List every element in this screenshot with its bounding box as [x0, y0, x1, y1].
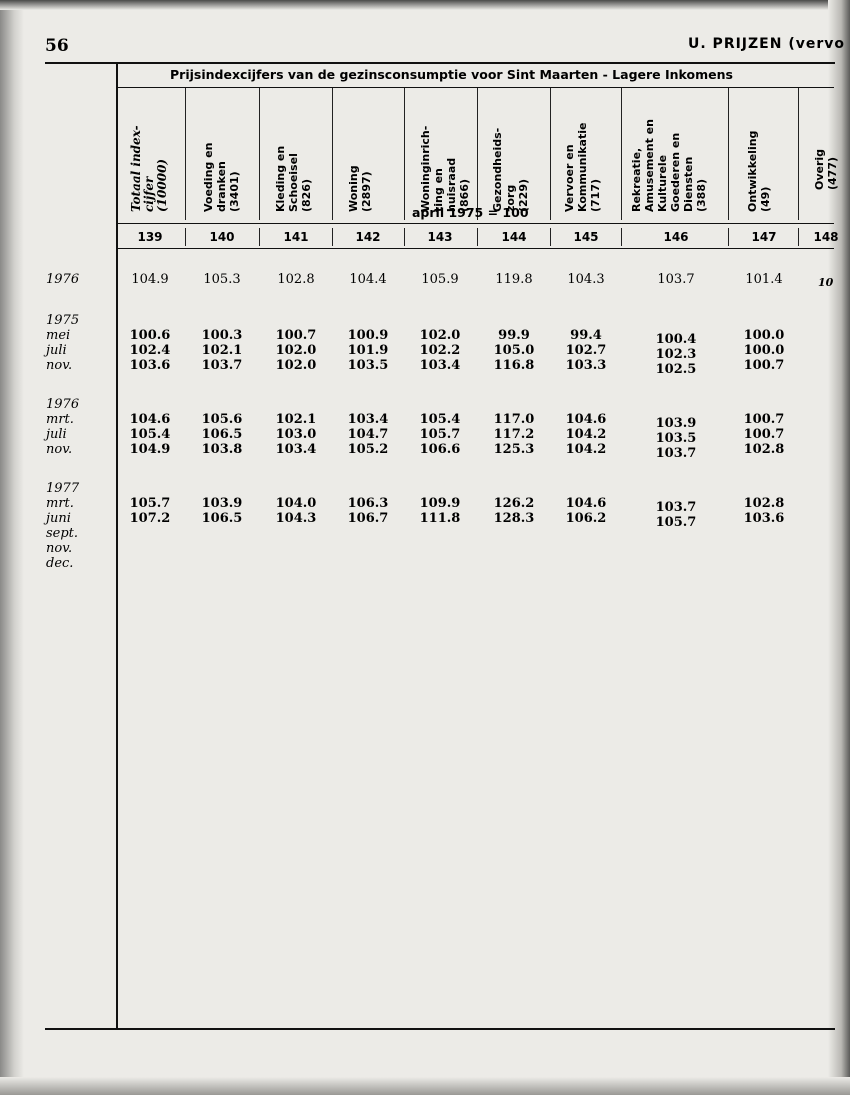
column-heading-line: Woning [347, 165, 360, 212]
column-divider [332, 88, 333, 220]
table-cell: 103.9 [201, 496, 243, 511]
table-cell: 103.8 [201, 442, 243, 457]
code-divider [728, 228, 729, 246]
column-heading-line: Totaal index- [128, 125, 143, 212]
column-divider [621, 88, 622, 220]
table-cell: 105.3 [203, 272, 241, 287]
code-divider [550, 228, 551, 246]
column-heading-line: Ontwikkeling [746, 130, 759, 212]
row-label: nov. [46, 358, 73, 373]
table-cell: 104.6 [565, 496, 607, 511]
table-cell: 111.8 [419, 511, 461, 526]
stub-rule [116, 62, 118, 1030]
column-heading [812, 130, 840, 190]
base-rule [116, 223, 834, 224]
index-base: april 1975 = 100 [412, 205, 529, 220]
table-cell: 105.0 [493, 343, 535, 358]
table-cell: 106.5 [201, 511, 243, 526]
page-spine-shadow [0, 0, 24, 1095]
table-cell: 117.2 [493, 427, 535, 442]
code-divider [477, 228, 478, 246]
column-code: 141 [283, 230, 309, 244]
table-cell: 102.3 [655, 347, 697, 362]
table-cell: 104.9 [131, 272, 169, 287]
table-cell: 103.3 [565, 358, 607, 373]
table-cell: 104.0 [275, 496, 317, 511]
table-cell: 100.9 [347, 328, 389, 343]
column-divider [404, 88, 405, 220]
table-cell: 104.2 [565, 427, 607, 442]
column-divider [728, 88, 729, 220]
table-cell: 103.5 [347, 358, 389, 373]
column-heading-line: Rekreatie, [630, 147, 643, 212]
column-code: 146 [663, 230, 689, 244]
bottom-rule [45, 1028, 835, 1030]
row-label: mei [46, 328, 71, 343]
table-cell: 102.8 [743, 442, 785, 457]
table-cell: 104.7 [347, 427, 389, 442]
table-cell: 100.0 [743, 328, 785, 343]
column-heading-line: (388) [695, 178, 708, 212]
column-heading-line: Goederen en [669, 132, 682, 212]
row-label: juli [46, 343, 67, 358]
column-heading [128, 94, 170, 212]
column-divider [550, 88, 551, 220]
column-divider [259, 88, 260, 220]
table-cell: 117.0 [493, 412, 535, 427]
column-heading-line: (717) [588, 178, 602, 212]
column-heading [417, 94, 473, 212]
table-cell: 125.3 [493, 442, 535, 457]
table-cell: 106.3 [347, 496, 389, 511]
row-label: juni [46, 511, 71, 526]
column-heading [200, 94, 242, 212]
code-divider [185, 228, 186, 246]
column-heading-line: (49) [759, 186, 772, 212]
code-divider [621, 228, 622, 246]
column-heading-line: Voeding en [201, 142, 215, 212]
table-cell: 102.0 [419, 328, 461, 343]
table-cell: 100.6 [129, 328, 171, 343]
row-label: sept. [46, 526, 79, 541]
table-cell: 102.1 [201, 343, 243, 358]
row-label: nov. [46, 541, 73, 556]
table-cell: 106.6 [419, 442, 461, 457]
table-cell: 119.8 [495, 272, 533, 287]
table-cell: 106.7 [347, 511, 389, 526]
table-cell: 99.4 [570, 328, 602, 343]
column-heading-line: (229) [516, 178, 530, 212]
table-cell: 103.7 [201, 358, 243, 373]
table-cell: 102.0 [275, 358, 317, 373]
table-cell: 109.9 [419, 496, 461, 511]
column-code: 147 [751, 230, 777, 244]
code-divider [798, 228, 799, 246]
column-heading-line: Schoeisel [286, 153, 300, 212]
table-cell: 104.6 [565, 412, 607, 427]
column-code: 144 [501, 230, 527, 244]
row-label: dec. [46, 556, 74, 571]
row-label: 1976 [46, 272, 80, 287]
column-heading-line: cijfer [141, 176, 156, 212]
table-cell: 104.2 [565, 442, 607, 457]
code-divider [332, 228, 333, 246]
table-caption: Prijsindexcijfers van de gezinsconsumptie voor Sint Maarten - Lagere Inkomens [170, 67, 733, 82]
column-heading-line: Woninginrich- [419, 125, 432, 212]
table-cell: 103.0 [275, 427, 317, 442]
table-cell: 116.8 [493, 358, 535, 373]
column-heading [627, 94, 711, 212]
column-heading-line: (866) [458, 178, 471, 212]
row-label: nov. [46, 442, 73, 457]
row-label: 1975 [46, 313, 80, 328]
column-heading-line: dranken [214, 161, 228, 212]
table-cell: 103.6 [743, 511, 785, 526]
table-cell: 105.7 [655, 515, 697, 530]
column-heading [346, 94, 374, 212]
table-cell: 106.2 [565, 511, 607, 526]
table-cell: 102.5 [655, 362, 697, 377]
table-cell: 100.0 [743, 343, 785, 358]
table-cell: 103.7 [655, 446, 697, 461]
table-cell: 105.7 [419, 427, 461, 442]
table-cell: 128.3 [493, 511, 535, 526]
column-heading-line: zorg [503, 184, 517, 212]
table-cell: 100.7 [743, 427, 785, 442]
table-cell: 102.7 [565, 343, 607, 358]
table-cell: 100.7 [743, 412, 785, 427]
table-cell: 105.4 [419, 412, 461, 427]
row-label: mrt. [46, 412, 74, 427]
column-heading-line: (10000) [154, 158, 169, 212]
table-cell: 103.5 [655, 431, 697, 446]
table-cell: 100.7 [275, 328, 317, 343]
column-heading-line: Kleding en [273, 145, 287, 212]
column-heading-line: (477) [826, 156, 839, 190]
row-label: mrt. [46, 496, 74, 511]
code-rule [116, 248, 834, 249]
table-cell: 102.0 [275, 343, 317, 358]
table-cell: 105.7 [129, 496, 171, 511]
column-heading-line: (3401) [227, 171, 241, 212]
column-heading-line: Amusement en [643, 119, 656, 212]
table-cell: 100.3 [201, 328, 243, 343]
table-cell: 103.4 [347, 412, 389, 427]
row-label: 1976 [46, 397, 80, 412]
column-divider [798, 88, 799, 220]
table-cell: 104.3 [567, 272, 605, 287]
table-cell: 104.9 [129, 442, 171, 457]
row-label: 1977 [46, 481, 80, 496]
running-head: U. PRIJZEN (vervo [688, 36, 845, 52]
column-heading [745, 94, 773, 212]
table-cell: 102.1 [275, 412, 317, 427]
column-heading-line: Gezondheids- [490, 127, 504, 212]
column-heading-line: (826) [299, 178, 313, 212]
column-heading-line: ting en [432, 168, 445, 212]
column-heading-line: Overig [813, 148, 826, 190]
table-cell: 106.5 [201, 427, 243, 442]
table-cell: 103.4 [275, 442, 317, 457]
table-cell: 101.9 [347, 343, 389, 358]
cut-off-cell: 10 [818, 276, 834, 289]
column-divider [185, 88, 186, 220]
column-heading-line: huisraad [445, 157, 458, 212]
code-divider [404, 228, 405, 246]
table-cell: 103.7 [657, 272, 695, 287]
table-cell: 105.2 [347, 442, 389, 457]
column-code: 143 [427, 230, 453, 244]
top-edge-shadow [0, 0, 850, 10]
table-cell: 105.6 [201, 412, 243, 427]
column-code: 139 [137, 230, 163, 244]
table-cell: 102.8 [277, 272, 315, 287]
table-cell: 103.9 [655, 416, 697, 431]
column-code: 148 [813, 230, 839, 244]
row-label: juli [46, 427, 67, 442]
page-number: 56 [45, 36, 69, 56]
table-cell: 103.4 [419, 358, 461, 373]
column-heading [272, 94, 314, 212]
table-cell: 105.9 [421, 272, 459, 287]
table-cell: 105.4 [129, 427, 171, 442]
bottom-edge-shadow [0, 1077, 850, 1095]
table-cell: 104.4 [349, 272, 387, 287]
column-heading-line: Vervoer en [562, 144, 576, 212]
column-heading-line: (2897) [360, 171, 373, 212]
table-cell: 100.4 [655, 332, 697, 347]
table-cell: 99.9 [498, 328, 530, 343]
column-heading-line: Kommunikatie [575, 122, 589, 212]
caption-rule [116, 87, 834, 88]
table-cell: 100.7 [743, 358, 785, 373]
table-cell: 126.2 [493, 496, 535, 511]
table-cell: 102.4 [129, 343, 171, 358]
table-cell: 101.4 [745, 272, 783, 287]
column-heading-line: Diensten [682, 156, 695, 212]
column-heading-line: Kulturele [656, 154, 669, 212]
top-rule [45, 62, 835, 64]
table-cell: 103.7 [655, 500, 697, 515]
column-code: 142 [355, 230, 381, 244]
table-cell: 104.6 [129, 412, 171, 427]
column-heading [561, 94, 603, 212]
table-cell: 104.3 [275, 511, 317, 526]
column-code: 145 [573, 230, 599, 244]
table-cell: 102.8 [743, 496, 785, 511]
column-code: 140 [209, 230, 235, 244]
code-divider [259, 228, 260, 246]
table-cell: 107.2 [129, 511, 171, 526]
column-heading [489, 94, 531, 212]
table-cell: 102.2 [419, 343, 461, 358]
column-divider [477, 88, 478, 220]
table-cell: 103.6 [129, 358, 171, 373]
